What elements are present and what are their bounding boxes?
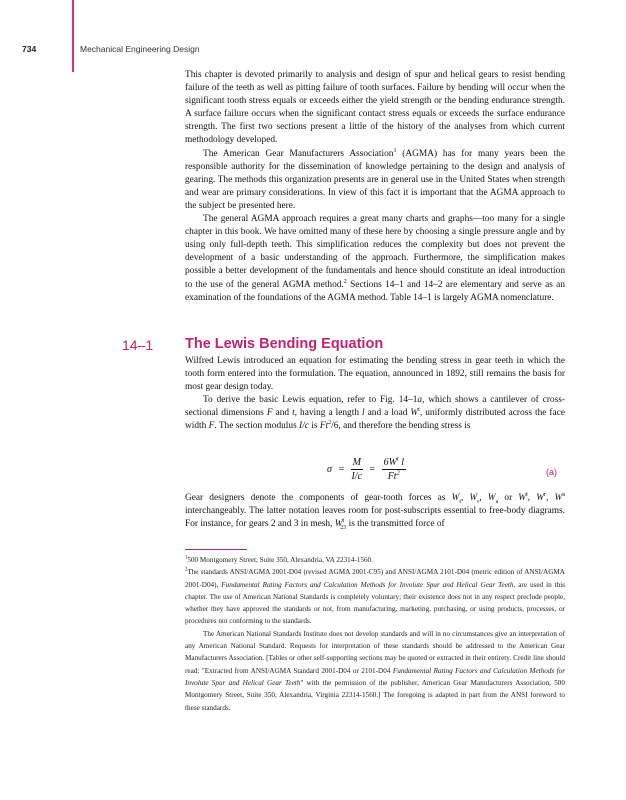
equation-sigma: σ [327, 463, 332, 475]
fraction-m-over-ic: $\frac{M}{I/c}$ [351, 457, 363, 482]
page-number: 734 [22, 44, 37, 54]
intro-paragraph-2: The American Gear Manufacturers Association$^1$ (AGMA) has for many years been the responsible authority for the dissemination of knowledge pertaining to the design and analysis of gearing. The methods this organization presents are in general use in the United States when strength and wear are primary considerations. In view of this fact it is important that the AGMA approach to the subject be presented here. [185, 147, 565, 211]
footnotes [185, 554, 565, 714]
lewis-text [185, 355, 565, 434]
footnote-rule [185, 549, 247, 550]
running-title: Mechanical Engineering Design [80, 44, 200, 54]
footnote-1: $^1$500 Montgomery Street, Suite 350, Alexandria, VA 22314-1560. [185, 555, 373, 564]
section-number: 14–1 [122, 337, 154, 353]
footnote-2: $^2$The standards ANSI/AGMA 2001-D04 (revised AGMA 2001-C95) and ANSI/AGMA 2101-D04 (metric edition of ANSI/AGMA 2001-D04), Fundamental Rating Factors and Calculation Methods for Involute Spur and Helical Gear Teeth, are used in this chapter. The use of American National Standards is completely voluntary; their existence does not in any respect preclude people, whether they have approved the standards or not, from manufacturing, marketing, purchasing, or using products, processes, or procedures not conforming to the standards. [185, 567, 566, 626]
intro-paragraph-3: The general AGMA approach requires a great many charts and graphs—too many for a single chapter in this book. We have omitted many of these here by choosing a single pressure angle and by using only full-depth teeth. This simplification reduces the complexity but does not prevent the development of a basic understanding of the approach. Furthermore, the simplification makes possible a better development of the fundamentals and hence should constitute an ideal introduction to the use of the general AGMA method.$^2$ Sections 14–1 and 14–2 are elementary and serve as an examination of the foundations of the AGMA method. Table 14–1 is largely AGMA nomenclature. [185, 214, 565, 303]
lewis-paragraph-1: Wilfred Lewis introduced an equation for estimating the bending stress in gear teeth in which the tooth form entered into the formulation. The equation, announced in 1892, still remains the basis for most gear design today. [185, 356, 565, 393]
equation-equals-2: = [369, 463, 376, 475]
fraction-6wl-over-ft2: $\frac{6W^t l}{Ft^2}$ [383, 455, 404, 482]
intro-text [185, 69, 565, 305]
notation-paragraph: Gear designers denote the components of gear-tooth forces as $W_t$, $W_r$, $W_a$ or $W^t$, $W^r$, $W^a$ interchangeably. The latter notation leaves room for post-subscripts essential to free-body diagrams. For instance, for gears 2 and 3 in mesh, $W^t_{23}$ is the transmitted force of [185, 491, 566, 532]
equation-equals-1: = [338, 463, 345, 475]
section-title: The Lewis Bending Equation [185, 336, 384, 352]
intro-paragraph-1: This chapter is devoted primarily to analysis and design of spur and helical gears to resist bending failure of the teeth as well as pitting failure of tooth surfaces. Failure by bending will occur when the significant tooth stress equals or exceeds either the yield strength or the bending endurance strength. A surface failure occurs when the significant contact stress equals or exceeds the surface endurance strength. The first two sections present a little of the history of the analyses from which current methodology developed. [185, 70, 565, 146]
lewis-equation [185, 453, 565, 497]
notation-text [185, 492, 565, 531]
equation-label: (a) [546, 467, 557, 477]
header-rule [72, 0, 74, 72]
lewis-paragraph-2: To derive the basic Lewis equation, refer to Fig. 14–1a, which shows a cantilever of cross-sectional dimensions F and t, having a length l and a load $W^t$, uniformly distributed across the face width F. The section modulus I/c is Ft$^2$/6, and therefore the bending stress is [185, 395, 565, 432]
running-header [22, 44, 200, 54]
footnote-2-continued: The American National Standards Institute does not develop standards and will in no circumstances give an interpretation of any American National Standard. Requests for interpretation of these standards should be addressed to the American Gear Manufacturers Association. [Tables or other self-supporting sections may be quoted or extracted in their entirety. Credit line should read: "Extracted from ANSI/AGMA Standard 2001-D04 or 2101-D04 Fundamental Rating Factors and Calculation Methods for Involute Spur and Helical Gear Teeth" with the permission of the publisher, American Gear Manufacturers Association, 500 Montgomery Street, Suite 350, Alexandria, Virginia 22314-1560.] The foregoing is adapted in part from the ANSI foreword to these standards. [185, 629, 566, 712]
